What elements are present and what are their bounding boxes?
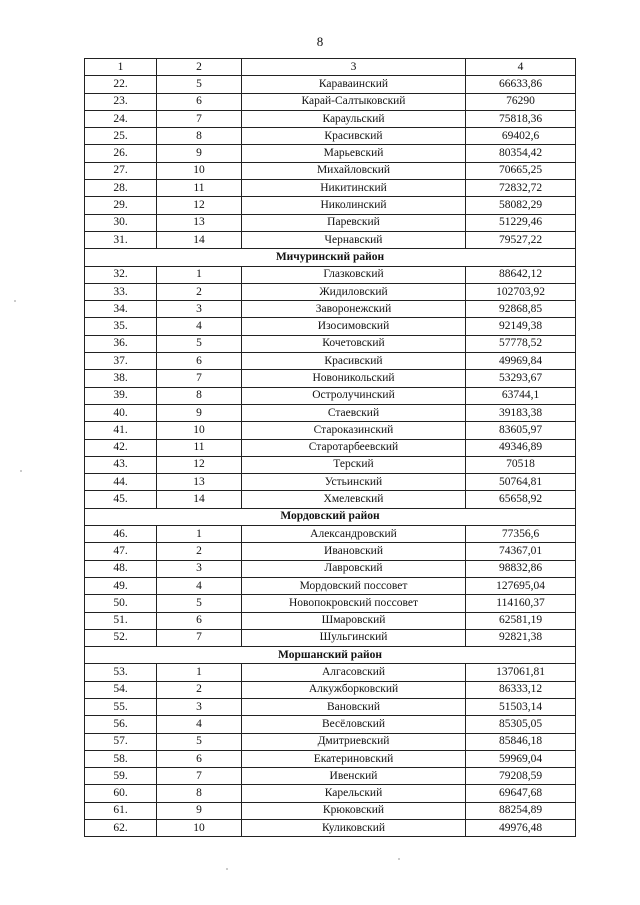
table-row (85, 180, 576, 197)
row-number: 46. (85, 526, 157, 543)
district-index: 9 (157, 145, 242, 162)
header-col-1: 1 (85, 59, 157, 76)
amount-value: 74367,01 (466, 543, 576, 560)
table-row (85, 370, 576, 387)
scan-speck (14, 300, 16, 302)
amount-value: 69402,6 (466, 128, 576, 145)
settlement-name: Староказинский (242, 422, 466, 439)
row-number: 25. (85, 128, 157, 145)
settlement-name: Николинский (242, 197, 466, 214)
district-index: 1 (157, 266, 242, 283)
row-number: 23. (85, 93, 157, 110)
amount-value: 72832,72 (466, 180, 576, 197)
row-number: 27. (85, 162, 157, 179)
table-row (85, 820, 576, 837)
district-section-title: Мордовский район (85, 508, 576, 525)
row-number: 38. (85, 370, 157, 387)
row-number: 53. (85, 664, 157, 681)
row-number: 62. (85, 820, 157, 837)
row-number: 43. (85, 456, 157, 473)
settlements-table (84, 58, 576, 837)
table-row (85, 629, 576, 646)
district-index: 2 (157, 283, 242, 300)
amount-value: 70518 (466, 456, 576, 473)
district-section-row (85, 508, 576, 525)
header-col-4: 4 (466, 59, 576, 76)
amount-value: 59969,04 (466, 750, 576, 767)
amount-value: 79527,22 (466, 231, 576, 248)
amount-value: 88642,12 (466, 266, 576, 283)
district-index: 9 (157, 404, 242, 421)
scan-speck (226, 868, 228, 870)
table-row (85, 595, 576, 612)
district-index: 5 (157, 595, 242, 612)
row-number: 32. (85, 266, 157, 283)
table-row (85, 422, 576, 439)
row-number: 49. (85, 577, 157, 594)
amount-value: 83605,97 (466, 422, 576, 439)
amount-value: 49969,84 (466, 353, 576, 370)
row-number: 60. (85, 785, 157, 802)
row-number: 42. (85, 439, 157, 456)
district-index: 1 (157, 526, 242, 543)
table-row (85, 664, 576, 681)
district-index: 6 (157, 353, 242, 370)
row-number: 55. (85, 698, 157, 715)
table-row (85, 353, 576, 370)
amount-value: 79208,59 (466, 768, 576, 785)
table-row (85, 128, 576, 145)
table-row (85, 750, 576, 767)
amount-value: 53293,67 (466, 370, 576, 387)
table-row (85, 318, 576, 335)
settlement-name: Шмаровский (242, 612, 466, 629)
row-number: 22. (85, 76, 157, 93)
amount-value: 92868,85 (466, 301, 576, 318)
district-index: 13 (157, 474, 242, 491)
table-row (85, 802, 576, 819)
table-row (85, 491, 576, 508)
district-index: 10 (157, 422, 242, 439)
row-number: 48. (85, 560, 157, 577)
table-row (85, 197, 576, 214)
settlement-name: Михайловский (242, 162, 466, 179)
district-index: 4 (157, 577, 242, 594)
table-row (85, 93, 576, 110)
table-body (85, 76, 576, 837)
district-index: 6 (157, 750, 242, 767)
row-number: 24. (85, 110, 157, 127)
district-index: 3 (157, 698, 242, 715)
row-number: 61. (85, 802, 157, 819)
settlement-name: Новоникольский (242, 370, 466, 387)
district-index: 11 (157, 180, 242, 197)
scan-speck (20, 470, 22, 472)
settlement-name: Весёловский (242, 716, 466, 733)
settlement-name: Караваинский (242, 76, 466, 93)
amount-value: 80354,42 (466, 145, 576, 162)
table-row (85, 266, 576, 283)
district-index: 7 (157, 629, 242, 646)
settlement-name: Караульский (242, 110, 466, 127)
district-index: 7 (157, 370, 242, 387)
row-number: 44. (85, 474, 157, 491)
settlement-name: Крюковский (242, 802, 466, 819)
row-number: 31. (85, 231, 157, 248)
district-index: 14 (157, 491, 242, 508)
settlement-name: Вановский (242, 698, 466, 715)
settlement-name: Ивановский (242, 543, 466, 560)
row-number: 37. (85, 353, 157, 370)
table-row (85, 404, 576, 421)
settlement-name: Карельский (242, 785, 466, 802)
district-index: 8 (157, 785, 242, 802)
settlement-name: Лавровский (242, 560, 466, 577)
amount-value: 65658,92 (466, 491, 576, 508)
row-number: 47. (85, 543, 157, 560)
row-number: 29. (85, 197, 157, 214)
settlement-name: Хмелевский (242, 491, 466, 508)
amount-value: 58082,29 (466, 197, 576, 214)
row-number: 40. (85, 404, 157, 421)
amount-value: 49976,48 (466, 820, 576, 837)
settlement-name: Александровский (242, 526, 466, 543)
header-col-3: 3 (242, 59, 466, 76)
row-number: 39. (85, 387, 157, 404)
row-number: 51. (85, 612, 157, 629)
row-number: 41. (85, 422, 157, 439)
amount-value: 66633,86 (466, 76, 576, 93)
row-number: 33. (85, 283, 157, 300)
district-section-title: Моршанский район (85, 647, 576, 664)
amount-value: 102703,92 (466, 283, 576, 300)
settlement-name: Терский (242, 456, 466, 473)
amount-value: 51229,46 (466, 214, 576, 231)
district-index: 6 (157, 93, 242, 110)
amount-value: 114160,37 (466, 595, 576, 612)
settlement-name: Алгасовский (242, 664, 466, 681)
district-index: 3 (157, 301, 242, 318)
district-section-row (85, 249, 576, 266)
table-row (85, 577, 576, 594)
amount-value: 39183,38 (466, 404, 576, 421)
row-number: 28. (85, 180, 157, 197)
district-index: 12 (157, 456, 242, 473)
district-index: 9 (157, 802, 242, 819)
amount-value: 49346,89 (466, 439, 576, 456)
scan-speck (398, 858, 400, 860)
district-index: 8 (157, 387, 242, 404)
row-number: 54. (85, 681, 157, 698)
settlement-name: Шульгинский (242, 629, 466, 646)
settlement-name: Ивенский (242, 768, 466, 785)
settlement-name: Новопокровский поссовет (242, 595, 466, 612)
settlement-name: Красивский (242, 353, 466, 370)
district-index: 1 (157, 664, 242, 681)
amount-value: 137061,81 (466, 664, 576, 681)
settlement-name: Остролучинский (242, 387, 466, 404)
page-number: 8 (316, 34, 324, 49)
amount-value: 63744,1 (466, 387, 576, 404)
amount-value: 85305,05 (466, 716, 576, 733)
table-header-row (85, 59, 576, 76)
header-col-2: 2 (157, 59, 242, 76)
table-row (85, 439, 576, 456)
table-row (85, 231, 576, 248)
amount-value: 76290 (466, 93, 576, 110)
amount-value: 75818,36 (466, 110, 576, 127)
settlement-name: Мордовский поссовет (242, 577, 466, 594)
district-section-row (85, 647, 576, 664)
row-number: 58. (85, 750, 157, 767)
table-row (85, 543, 576, 560)
district-index: 2 (157, 543, 242, 560)
amount-value: 77356,6 (466, 526, 576, 543)
settlement-name: Старотарбеевский (242, 439, 466, 456)
amount-value: 51503,14 (466, 698, 576, 715)
table-row (85, 474, 576, 491)
amount-value: 86333,12 (466, 681, 576, 698)
district-index: 13 (157, 214, 242, 231)
district-section-title: Мичуринский район (85, 249, 576, 266)
district-index: 11 (157, 439, 242, 456)
district-index: 7 (157, 110, 242, 127)
table-row (85, 456, 576, 473)
row-number: 36. (85, 335, 157, 352)
settlement-name: Заворонежский (242, 301, 466, 318)
row-number: 45. (85, 491, 157, 508)
amount-value: 50764,81 (466, 474, 576, 491)
settlement-name: Кочетовский (242, 335, 466, 352)
row-number: 34. (85, 301, 157, 318)
table-row (85, 681, 576, 698)
table-row (85, 716, 576, 733)
amount-value: 88254,89 (466, 802, 576, 819)
settlement-name: Дмитриевский (242, 733, 466, 750)
district-index: 3 (157, 560, 242, 577)
settlement-name: Екатериновский (242, 750, 466, 767)
table-row (85, 560, 576, 577)
row-number: 56. (85, 716, 157, 733)
district-index: 5 (157, 733, 242, 750)
district-index: 4 (157, 318, 242, 335)
table-row (85, 283, 576, 300)
district-index: 10 (157, 820, 242, 837)
table-row (85, 301, 576, 318)
district-index: 7 (157, 768, 242, 785)
settlement-name: Марьевский (242, 145, 466, 162)
district-index: 14 (157, 231, 242, 248)
settlement-name: Паревский (242, 214, 466, 231)
table-row (85, 76, 576, 93)
table-row (85, 612, 576, 629)
district-index: 8 (157, 128, 242, 145)
district-index: 5 (157, 76, 242, 93)
settlement-name: Изосимовский (242, 318, 466, 335)
row-number: 59. (85, 768, 157, 785)
table-row (85, 162, 576, 179)
amount-value: 92821,38 (466, 629, 576, 646)
district-index: 4 (157, 716, 242, 733)
table-row (85, 335, 576, 352)
amount-value: 85846,18 (466, 733, 576, 750)
table-row (85, 733, 576, 750)
district-index: 6 (157, 612, 242, 629)
row-number: 52. (85, 629, 157, 646)
district-index: 10 (157, 162, 242, 179)
amount-value: 98832,86 (466, 560, 576, 577)
district-index: 2 (157, 681, 242, 698)
amount-value: 62581,19 (466, 612, 576, 629)
row-number: 50. (85, 595, 157, 612)
settlement-name: Чернавский (242, 231, 466, 248)
table-row (85, 785, 576, 802)
settlement-name: Стаевский (242, 404, 466, 421)
row-number: 57. (85, 733, 157, 750)
settlement-name: Глазковский (242, 266, 466, 283)
settlement-name: Никитинский (242, 180, 466, 197)
settlement-name: Красивский (242, 128, 466, 145)
row-number: 26. (85, 145, 157, 162)
amount-value: 69647,68 (466, 785, 576, 802)
table-row (85, 387, 576, 404)
row-number: 30. (85, 214, 157, 231)
amount-value: 127695,04 (466, 577, 576, 594)
amount-value: 70665,25 (466, 162, 576, 179)
settlement-name: Жидиловский (242, 283, 466, 300)
table-row (85, 214, 576, 231)
table-row (85, 110, 576, 127)
settlement-name: Алкужборковский (242, 681, 466, 698)
district-index: 5 (157, 335, 242, 352)
amount-value: 57778,52 (466, 335, 576, 352)
settlement-name: Устьинский (242, 474, 466, 491)
settlement-name: Карай-Салтыковский (242, 93, 466, 110)
amount-value: 92149,38 (466, 318, 576, 335)
table-row (85, 698, 576, 715)
district-index: 12 (157, 197, 242, 214)
table-row (85, 145, 576, 162)
row-number: 35. (85, 318, 157, 335)
table-row (85, 526, 576, 543)
settlement-name: Куликовский (242, 820, 466, 837)
table-row (85, 768, 576, 785)
